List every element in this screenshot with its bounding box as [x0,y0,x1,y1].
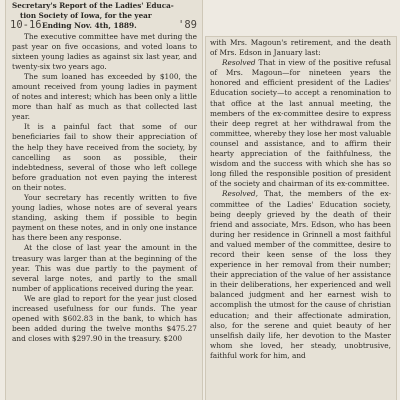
handwritten-year-note: '89 [178,19,197,31]
paragraph-treasury-last-year: At the close of last year the amount in the treasury was larger than at the beginning of the year. This was due partly to the payment of several large notes, and partly to the small number of applications received during the year. [12,243,197,293]
resolution-magoun-text: That in view of the positive refusal of Mrs. Magoun—for nineteen years the honored and efficient president of the Ladies' Education society—to accept a renomination to that office at the last annual meeting, the members of the ex-committee desire to express their deep regret at her withdrawal from the committee, whereby they lose her most valuable counsel and assistance, and to affirm their hearty appreciation of the faithfulness, the wisdom and the success with which she has so long filled the responsible position of president of the society and chairman of its ex-committee. [210,58,391,189]
resolution-magoun [210,58,391,189]
left-column-text [6,1,202,344]
report-header [12,1,197,21]
paragraph-secretary-letters: Your secretary has recently written to five young ladies, whose notes are of several years standing, asking them if possible to begin payment on these notes, and in only one instance has there been any response. [12,193,197,243]
resolution-edson-label: Resolved, [222,189,258,199]
right-column-clipping [206,37,396,400]
right-column-text [206,37,396,361]
header-dateline [12,21,197,32]
header-line-1: Secretary's Report of the Ladies' Educa- [12,1,174,10]
resolution-edson [210,189,391,361]
header-line-2: tion Society of Iowa, for the year [20,11,152,20]
right-intro-paragraph: with Mrs. Magoun's retirement, and the death of Mrs. Edson in January last: [210,38,391,58]
paragraph-meetings: The executive committee have met during the past year on five occasions, and voted loans to sixteen young ladies as against six last year, and twenty-six two years ago. [12,31,197,71]
resolution-edson-text: That, the members of the ex-committee of the Ladies' Education society, being deeply grieved by the death of their friend and associate, Mrs. Edson, who has been during her residence in Grinnell a most faithful and valued member of the committee, desire to record their keen sense of the loss they experience in her removal from their number; their appreciation of the value of her assistance in their deliberations, her experienced and well balanced judgment and her earnest wish to accomplish the utmost for the cause of christian education; and their affectionate admiration, also, for the serene and quiet beauty of her unselfish daily life, her devotion to the Master whom she loved, her steady, unobtrusive, faithful work for him, and [210,189,391,360]
resolution-magoun-label: Resolved [222,58,256,68]
left-column-clipping [6,0,202,400]
paragraph-sum-loaned: The sum loaned has exceeded by $100, the amount received from young ladies in payment of notes and interest; which has been only a little more than half as much as that collected last year. [12,71,197,122]
handwritten-date-note: 10-16 [10,19,42,31]
paragraph-beneficiaries: It is a painful fact that some of our beneficiaries fail to show their appreciation of the help they have received from the society, by cancelling as soon as possible, their indebtedness, several of those who left college before graduation not even paying the interest on their notes. [12,122,197,192]
paragraph-funds-this-year: We are glad to report for the year just closed increased usefulness for our funds. The year opened with $602.83 in the bank, to which has been added during the twelve months $475.27 and closes with $297.90 in the treasury. $200 [12,293,197,344]
report-date: Ending Nov. 4th, 1889. [42,21,137,30]
